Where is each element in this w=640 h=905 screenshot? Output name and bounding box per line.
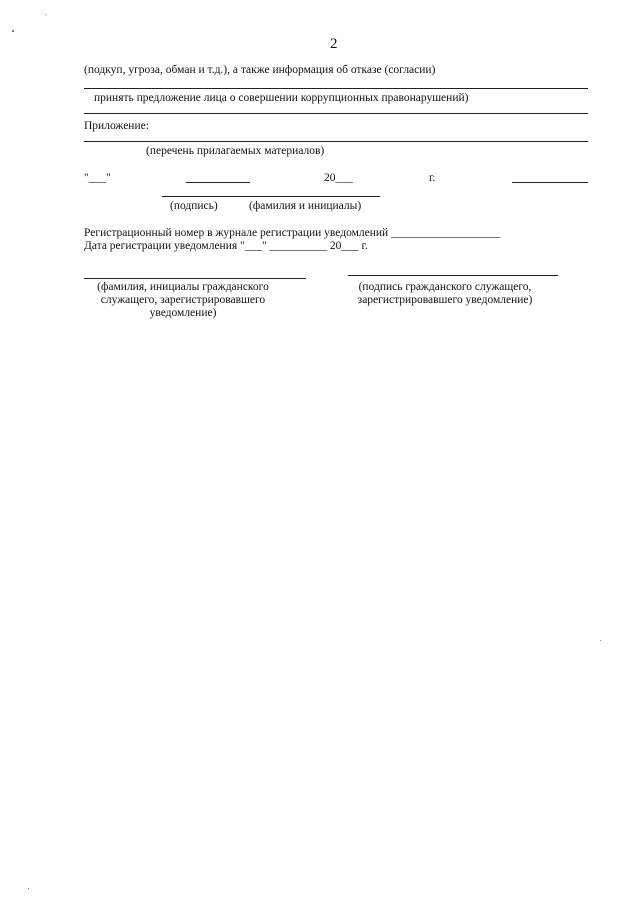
registrar-name-fill-line [84, 278, 306, 279]
materials-caption: (перечень прилагаемых материалов) [146, 145, 325, 157]
signature-caption: (подпись) [170, 200, 218, 212]
date-day-field: "___" [84, 172, 111, 184]
registrar-signature-fill-line [348, 275, 558, 276]
registrar-signature-caption: (подпись гражданского служащего, зарегистрировавшего уведомление) [357, 281, 533, 306]
registration-date-line: Дата регистрации уведомления "___" __________ 20___ г. [84, 240, 368, 252]
name-caption: (фамилия и инициалы) [249, 200, 362, 212]
scan-speck [600, 640, 601, 641]
signature-fill-line [512, 182, 588, 183]
registration-number-line: Регистрационный номер в журнале регистрации уведомлений ___________________ [84, 227, 501, 239]
date-year-field: 20___ [324, 172, 353, 184]
scan-speck [45, 14, 46, 15]
scan-speck [28, 888, 29, 889]
fill-line [84, 113, 588, 114]
attachment-label: Приложение: [84, 120, 149, 132]
fill-line [84, 141, 588, 142]
fill-line [84, 88, 588, 89]
month-fill-line [186, 182, 250, 183]
registrar-name-caption: (фамилия, инициалы гражданского служащего, зарегистрировавшего уведомление) [97, 281, 269, 319]
page-number: 2 [330, 36, 338, 52]
year-suffix: г. [429, 172, 436, 184]
fill-line [162, 196, 380, 197]
accept-line-text: принять предложение лица о совершении коррупционных правонарушений) [94, 92, 469, 104]
bribe-line-text: (подкуп, угроза, обман и т.д.), а также информация об отказе (согласии) [84, 64, 436, 76]
scan-speck [12, 30, 14, 32]
